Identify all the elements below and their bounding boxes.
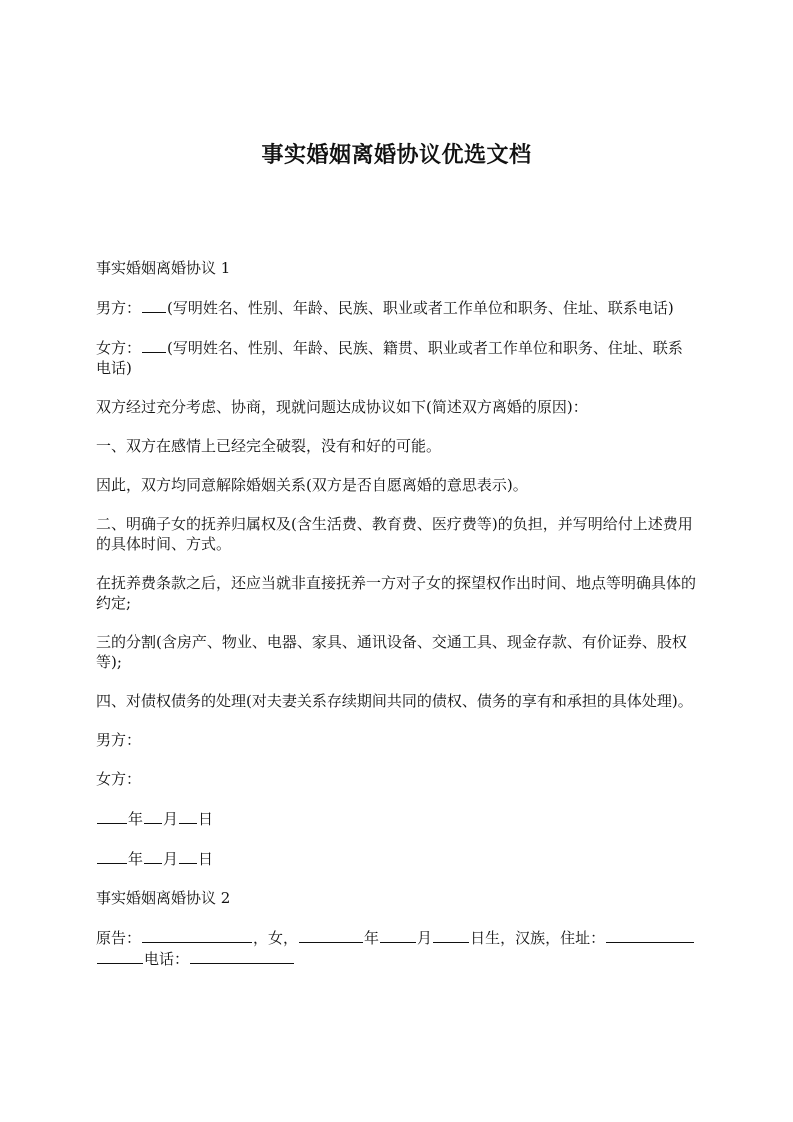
birth-month-blank	[380, 927, 416, 943]
female-party-line	[96, 337, 696, 378]
year-label: 年	[128, 810, 144, 828]
year-blank	[97, 808, 127, 824]
sign-female: 女方：	[96, 770, 142, 788]
para-intro: 双方经过充分考虑、协商，现就问题达成协议如下(简述双方离婚的原因)：	[96, 398, 588, 416]
day-blank	[179, 808, 197, 824]
male-blank	[142, 297, 166, 313]
plaintiff-name-blank	[142, 927, 252, 943]
plaintiff-label: 原告：	[96, 929, 142, 947]
document-body	[96, 258, 696, 988]
date-line-2	[96, 848, 696, 869]
male-label: 男方：	[96, 299, 142, 317]
month-label: 月	[163, 850, 179, 868]
para-2: 二、明确子女的抚养归属权及(含生活费、教育费、医疗费等)的负担，并写明给付上述费用的具体时间、方式。	[96, 515, 693, 553]
female-desc: (写明姓名、性别、年龄、民族、籍贯、职业或者工作单位和职务、住址、联系电话)	[96, 339, 683, 377]
year-blank	[97, 848, 127, 864]
plaintiff-line	[96, 927, 696, 969]
address-blank	[606, 927, 694, 943]
agreement1-heading: 事实婚姻离婚协议 1	[96, 259, 231, 277]
month-blank	[144, 848, 162, 864]
day-label: 日	[198, 810, 214, 828]
para-1: 一、双方在感情上已经完全破裂，没有和好的可能。	[96, 437, 442, 455]
para-4: 四、对债权债务的处理(对夫妻关系存续期间共同的债权、债务的享有和承担的具体处理)。	[96, 692, 693, 710]
year-label: 年	[128, 850, 144, 868]
day-label: 日	[198, 850, 214, 868]
phone-blank	[190, 948, 294, 964]
plaintiff-gender: ，女，	[253, 929, 299, 947]
plaintiff-born: 日生，汉族，住址：	[470, 929, 606, 947]
agreement2-heading: 事实婚姻离婚协议 2	[96, 889, 231, 907]
address-blank-2	[97, 948, 143, 964]
female-label: 女方：	[96, 339, 142, 357]
day-blank	[179, 848, 197, 864]
male-desc: (写明姓名、性别、年龄、民族、职业或者工作单位和职务、住址、联系电话)	[167, 299, 674, 317]
document-title: 事实婚姻离婚协议优选文档	[261, 143, 532, 168]
month-label: 月	[417, 929, 433, 947]
date-line-1	[96, 808, 696, 829]
birth-day-blank	[433, 927, 469, 943]
month-label: 月	[163, 810, 179, 828]
phone-label: 电话：	[144, 950, 190, 968]
birth-year-blank	[299, 927, 363, 943]
para-visit: 在抚养费条款之后，还应当就非直接抚养一方对子女的探望权作出时间、地点等明确具体的约定;	[96, 574, 697, 612]
para-3: 三的分割(含房产、物业、电器、家具、通讯设备、交通工具、现金存款、有价证券、股权等);	[96, 633, 687, 671]
para-therefore: 因此，双方均同意解除婚姻关系(双方是否自愿离婚的意思表示)。	[96, 476, 528, 494]
month-blank	[144, 808, 162, 824]
male-party-line	[96, 297, 696, 318]
year-label: 年	[364, 929, 380, 947]
female-blank	[142, 337, 166, 353]
sign-male: 男方：	[96, 731, 142, 749]
